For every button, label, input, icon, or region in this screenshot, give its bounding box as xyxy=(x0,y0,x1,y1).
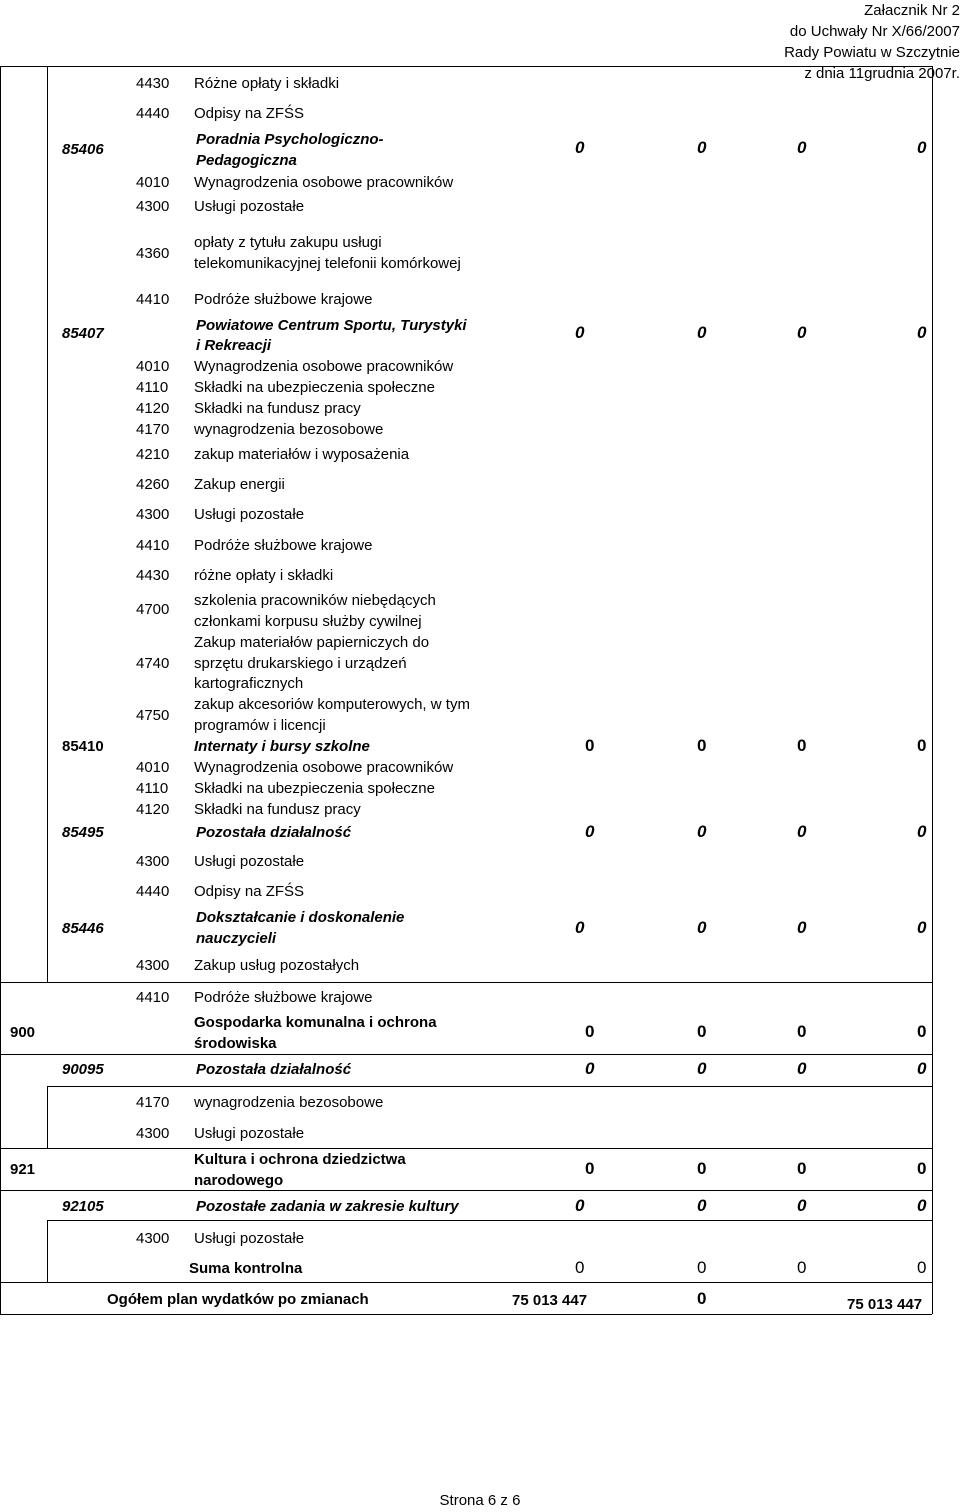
row-label: szkolenia pracowników niebędących xyxy=(194,592,436,609)
attachment-header xyxy=(720,0,960,84)
section-label: Pozostała działalność xyxy=(196,1061,352,1078)
row-label: sprzętu drukarskiego i urządzeń xyxy=(194,655,407,672)
total-value-4: 75 013 447 xyxy=(847,1296,923,1313)
row-code: 4410 xyxy=(136,989,170,1006)
row-code: 4010 xyxy=(136,759,170,776)
row-label: Składki na fundusz pracy xyxy=(194,801,361,818)
section-code: 85410 xyxy=(62,738,104,755)
section-code: 85495 xyxy=(62,824,104,841)
division-code: 921 xyxy=(10,1161,36,1178)
section-label: Pozostała działalność xyxy=(196,824,352,841)
row-label: Składki na ubezpieczenia społeczne xyxy=(194,379,435,396)
row-label: Podróże służbowe krajowe xyxy=(194,989,373,1006)
value-4: 0 xyxy=(917,822,927,841)
value-2: 0 xyxy=(697,736,707,755)
row-code: 4170 xyxy=(136,1094,170,1111)
row-code: 4110 xyxy=(136,379,169,396)
row-label: Podróże służbowe krajowe xyxy=(194,291,373,308)
value-4: 0 xyxy=(917,1258,927,1277)
value-3: 0 xyxy=(797,918,807,937)
total-value-2: 0 xyxy=(697,1289,707,1308)
value-2: 0 xyxy=(697,1196,707,1215)
value-2: 0 xyxy=(697,1059,707,1078)
checksum-label: Suma kontrolna xyxy=(189,1260,303,1277)
row-label: Składki na fundusz pracy xyxy=(194,400,361,417)
row-code: 4210 xyxy=(136,446,170,463)
row-code: 4360 xyxy=(136,245,170,262)
value-1: 0 xyxy=(575,1258,585,1277)
row-code: 4440 xyxy=(136,883,170,900)
value-1: 0 xyxy=(575,918,585,937)
row-label: Zakup energii xyxy=(194,476,285,493)
division-code: 900 xyxy=(10,1024,36,1041)
row-label: Podróże służbowe krajowe xyxy=(194,537,373,554)
row-label: Wynagrodzenia osobowe pracowników xyxy=(194,174,454,191)
value-4: 0 xyxy=(917,1059,927,1078)
value-3: 0 xyxy=(797,323,807,342)
row-code: 4410 xyxy=(136,537,170,554)
row-code: 4300 xyxy=(136,506,170,523)
row-code: 4750 xyxy=(136,707,170,724)
value-4: 0 xyxy=(917,736,927,755)
value-4: 0 xyxy=(917,918,927,937)
value-1: 0 xyxy=(585,1059,595,1078)
row-code: 4300 xyxy=(136,853,170,870)
row-label: zakup materiałów i wyposażenia xyxy=(194,446,410,463)
value-3: 0 xyxy=(797,1059,807,1078)
value-3: 0 xyxy=(797,1159,807,1178)
row-label: Odpisy na ZFŚS xyxy=(194,883,305,900)
row-label: Zakup usług pozostałych xyxy=(194,957,360,974)
row-label: Wynagrodzenia osobowe pracowników xyxy=(194,358,454,375)
row-code: 4120 xyxy=(136,801,170,818)
value-1: 0 xyxy=(585,822,595,841)
value-1: 0 xyxy=(585,1022,595,1041)
division-label: narodowego xyxy=(194,1172,284,1189)
value-3: 0 xyxy=(797,138,807,157)
header-line-3: Rady Powiatu w Szczytnie xyxy=(784,44,960,61)
row-code: 4410 xyxy=(136,291,170,308)
row-code: 4700 xyxy=(136,601,170,618)
total-label: Ogółem plan wydatków po zmianach xyxy=(107,1291,369,1308)
value-1: 0 xyxy=(575,1196,585,1215)
value-1: 0 xyxy=(585,1159,595,1178)
division-label: Gospodarka komunalna i ochrona xyxy=(194,1014,437,1031)
value-1: 0 xyxy=(575,138,585,157)
row-label: Zakup materiałów papierniczych do xyxy=(194,634,430,651)
row-label: Usługi pozostałe xyxy=(194,506,305,523)
row-label: Usługi pozostałe xyxy=(194,1125,305,1142)
section-code: 85446 xyxy=(62,920,104,937)
row-code: 4170 xyxy=(136,421,170,438)
value-3: 0 xyxy=(797,1022,807,1041)
value-4: 0 xyxy=(917,138,927,157)
value-3: 0 xyxy=(797,736,807,755)
value-2: 0 xyxy=(697,1258,707,1277)
division-label: Kultura i ochrona dziedzictwa xyxy=(194,1151,406,1168)
section-label: Pedagogiczna xyxy=(196,152,297,169)
row-label: wynagrodzenia bezosobowe xyxy=(194,1094,384,1111)
value-2: 0 xyxy=(697,822,707,841)
section-label: Dokształcanie i doskonalenie xyxy=(196,909,405,926)
total-value-1: 75 013 447 xyxy=(512,1292,588,1309)
section-code: 85406 xyxy=(62,141,104,158)
row-code: 4010 xyxy=(136,174,170,191)
header-line-2: do Uchwały Nr X/66/2007 xyxy=(789,23,960,40)
row-label: opłaty z tytułu zakupu usługi xyxy=(194,234,382,251)
value-3: 0 xyxy=(797,1196,807,1215)
row-code: 4010 xyxy=(136,358,170,375)
row-label: wynagrodzenia bezosobowe xyxy=(194,421,384,438)
row-code: 4120 xyxy=(136,400,170,417)
row-code: 4430 xyxy=(136,75,170,92)
value-4: 0 xyxy=(917,323,927,342)
row-code: 4300 xyxy=(136,1230,170,1247)
row-code: 4300 xyxy=(136,957,170,974)
header-line-1: Załacznik Nr 2 xyxy=(864,2,960,19)
row-code: 4300 xyxy=(136,198,170,215)
row-label: Odpisy na ZFŚS xyxy=(194,105,305,122)
section-label: Pozostałe zadania w zakresie kultury xyxy=(196,1198,459,1215)
value-2: 0 xyxy=(697,323,707,342)
row-code: 4440 xyxy=(136,105,170,122)
value-2: 0 xyxy=(697,138,707,157)
section-code: 90095 xyxy=(62,1061,104,1078)
section-code: 92105 xyxy=(62,1198,104,1215)
value-1: 0 xyxy=(585,736,595,755)
row-label: Różne opłaty i składki xyxy=(194,75,340,92)
row-label: członkami korpusu służby cywilnej xyxy=(194,613,422,630)
row-label: Wynagrodzenia osobowe pracowników xyxy=(194,759,454,776)
row-label: Usługi pozostałe xyxy=(194,853,305,870)
row-label: telekomunikacyjnej telefonii komórkowej xyxy=(194,255,461,272)
section-label: i Rekreacji xyxy=(196,337,272,354)
section-label: Internaty i bursy szkolne xyxy=(194,738,370,755)
row-label: Usługi pozostałe xyxy=(194,1230,305,1247)
header-line-4: z dnia 11grudnia 2007r. xyxy=(804,65,960,82)
section-code: 85407 xyxy=(62,325,104,342)
row-code: 4260 xyxy=(136,476,170,493)
row-code: 4430 xyxy=(136,567,170,584)
row-label: Usługi pozostałe xyxy=(194,198,305,215)
row-code: 4740 xyxy=(136,655,170,672)
division-label: środowiska xyxy=(194,1035,277,1052)
row-label: zakup akcesoriów komputerowych, w tym xyxy=(194,696,470,713)
section-label: Poradnia Psychologiczno- xyxy=(196,131,384,148)
value-3: 0 xyxy=(797,822,807,841)
row-code: 4300 xyxy=(136,1125,170,1142)
value-4: 0 xyxy=(917,1022,927,1041)
page-number: Strona 6 z 6 xyxy=(439,1492,521,1509)
section-label: nauczycieli xyxy=(196,930,277,947)
row-label: kartograficznych xyxy=(194,675,304,692)
value-3: 0 xyxy=(797,1258,807,1277)
value-4: 0 xyxy=(917,1196,927,1215)
value-2: 0 xyxy=(697,1022,707,1041)
section-label: Powiatowe Centrum Sportu, Turystyki xyxy=(196,317,467,334)
value-1: 0 xyxy=(575,323,585,342)
row-code: 4110 xyxy=(136,780,169,797)
row-label: programów i licencji xyxy=(194,717,326,734)
row-label: Składki na ubezpieczenia społeczne xyxy=(194,780,435,797)
value-4: 0 xyxy=(917,1159,927,1178)
value-2: 0 xyxy=(697,1159,707,1178)
value-2: 0 xyxy=(697,918,707,937)
row-label: różne opłaty i składki xyxy=(194,567,334,584)
